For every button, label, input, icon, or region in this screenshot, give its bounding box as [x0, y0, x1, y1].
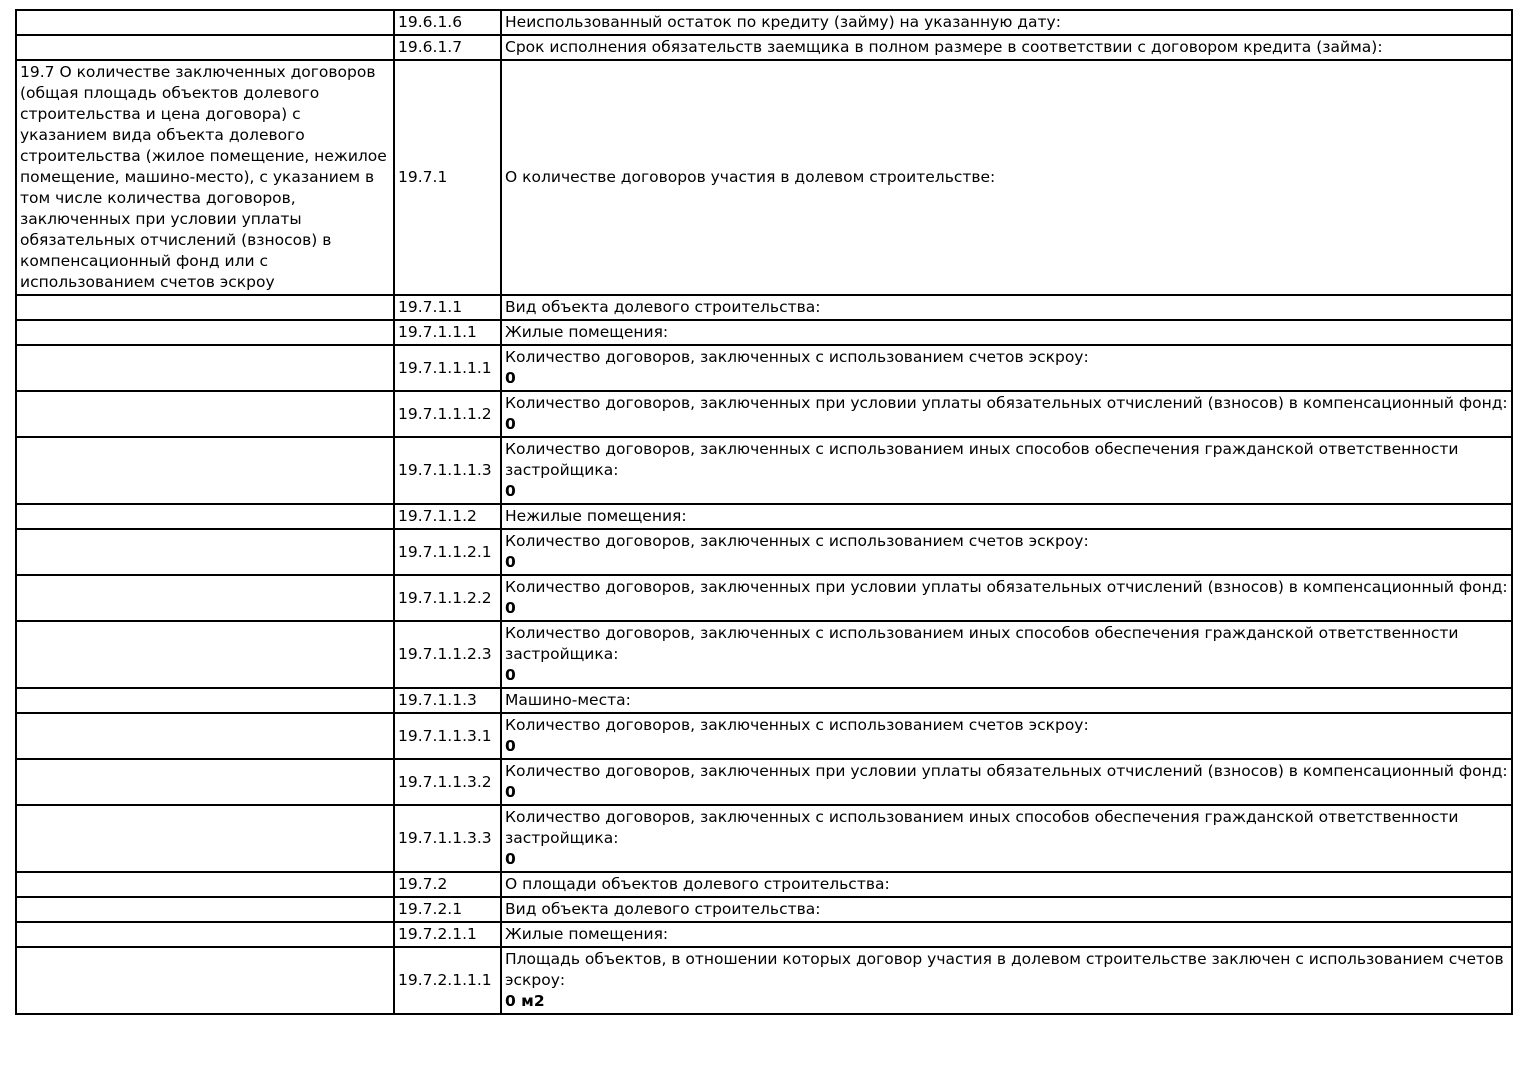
declaration-table	[15, 9, 1513, 1015]
item-number-cell	[394, 621, 501, 688]
item-content-cell	[501, 529, 1512, 575]
item-label: Вид объекта долевого строительства:	[505, 298, 821, 316]
item-number-cell	[394, 805, 501, 872]
item-label: Жилые помещения:	[505, 323, 669, 341]
item-value: 0	[505, 783, 516, 801]
table-row	[16, 897, 1512, 922]
item-label: Срок исполнения обязательств заемщика в полном размере в соответствии с договором кредита (займа):	[505, 38, 1383, 56]
item-label: Количество договоров, заключенных с использованием счетов эскроу:	[505, 716, 1089, 734]
table-row	[16, 295, 1512, 320]
section-description-cell	[16, 872, 394, 897]
item-number-cell	[394, 60, 501, 295]
item-number-cell	[394, 10, 501, 35]
item-number: 19.7.2.1.1	[398, 925, 477, 943]
item-number: 19.7.1.1.1	[398, 323, 477, 341]
item-value: 0	[505, 666, 516, 684]
item-number: 19.7.2.1.1.1	[398, 971, 492, 989]
item-value: 0	[505, 553, 516, 571]
item-value: 0	[505, 850, 516, 868]
table-row	[16, 922, 1512, 947]
item-content-cell	[501, 575, 1512, 621]
item-number: 19.7.1.1.3.2	[398, 772, 492, 791]
section-description-cell	[16, 688, 394, 713]
item-label: Количество договоров, заключенных с использованием иных способов обеспечения гражданской ответственности застройщика:	[505, 624, 1459, 663]
section-description-cell	[16, 320, 394, 345]
item-number: 19.7.1.1.3.1	[398, 726, 492, 745]
item-number-cell	[394, 575, 501, 621]
item-number-cell	[394, 345, 501, 391]
item-content-cell	[501, 295, 1512, 320]
item-content-cell	[501, 947, 1512, 1014]
item-label: О количестве договоров участия в долевом строительстве:	[505, 168, 996, 186]
item-number-cell	[394, 897, 501, 922]
section-description-cell	[16, 897, 394, 922]
section-description-cell	[16, 621, 394, 688]
item-content-cell	[501, 805, 1512, 872]
table-row	[16, 805, 1512, 872]
item-number: 19.7.2.1	[398, 900, 463, 918]
item-number: 19.7.1.1.1.2	[398, 404, 492, 423]
item-number-cell	[394, 437, 501, 504]
item-number: 19.6.1.6	[398, 13, 463, 31]
item-number-cell	[394, 391, 501, 437]
item-number-cell	[394, 295, 501, 320]
item-value: 0	[505, 482, 516, 500]
table-row	[16, 437, 1512, 504]
item-number: 19.7.1.1.2.3	[398, 645, 492, 663]
item-number-cell	[394, 35, 501, 60]
declaration-table-body	[16, 10, 1512, 1014]
section-description-cell	[16, 391, 394, 437]
item-content-cell	[501, 759, 1512, 805]
table-row	[16, 35, 1512, 60]
table-row	[16, 575, 1512, 621]
item-content-cell	[501, 688, 1512, 713]
section-description-cell	[16, 713, 394, 759]
table-row	[16, 320, 1512, 345]
item-content-cell	[501, 320, 1512, 345]
table-row	[16, 947, 1512, 1014]
item-label: Нежилые помещения:	[505, 507, 687, 525]
section-description-cell	[16, 10, 394, 35]
item-value: 0	[505, 599, 516, 617]
item-content-cell	[501, 345, 1512, 391]
item-value: 0	[505, 369, 516, 387]
item-label: Вид объекта долевого строительства:	[505, 900, 821, 918]
item-number: 19.7.1.1.2.1	[398, 542, 492, 561]
item-content-cell	[501, 713, 1512, 759]
item-number: 19.7.1.1.3.3	[398, 829, 492, 847]
item-label: О площади объектов долевого строительства:	[505, 875, 890, 893]
table-row	[16, 759, 1512, 805]
item-label: Количество договоров, заключенных с использованием счетов эскроу:	[505, 532, 1089, 550]
item-number-cell	[394, 713, 501, 759]
section-description-cell	[16, 295, 394, 320]
section-description-cell	[16, 60, 394, 295]
item-label: Количество договоров, заключенных с использованием иных способов обеспечения гражданской ответственности застройщика:	[505, 808, 1459, 847]
item-number: 19.7.2	[398, 875, 448, 893]
section-description-cell	[16, 759, 394, 805]
item-label: Количество договоров, заключенных с использованием счетов эскроу:	[505, 348, 1089, 366]
table-row	[16, 621, 1512, 688]
item-label: Количество договоров, заключенных при условии уплаты обязательных отчислений (взносов) в компенсационный фонд:	[505, 578, 1508, 596]
item-value: 0	[505, 737, 516, 755]
section-description-cell	[16, 504, 394, 529]
section-description-cell	[16, 575, 394, 621]
item-label: Неиспользованный остаток по кредиту (займу) на указанную дату:	[505, 13, 1061, 31]
section-description-cell	[16, 529, 394, 575]
item-number-cell	[394, 872, 501, 897]
item-content-cell	[501, 437, 1512, 504]
table-row	[16, 60, 1512, 295]
section-description-cell	[16, 947, 394, 1014]
section-description-text: 19.7 О количестве заключенных договоров (общая площадь объектов долевого строительства и цена договора) с указанием вида объекта долевого строительства (жилое помещение, нежилое помещение, машино-место), с указанием в том числе количества договоров, заключенных при условии уплаты обязательных отчислений (взносов) в компенсационный фонд или с использованием счетов эскроу	[20, 63, 387, 291]
item-number: 19.7.1.1.1.3	[398, 461, 492, 479]
item-content-cell	[501, 897, 1512, 922]
item-label: Машино-места:	[505, 691, 631, 709]
item-label: Количество договоров, заключенных с использованием иных способов обеспечения гражданской ответственности застройщика:	[505, 440, 1459, 479]
item-number-cell	[394, 320, 501, 345]
section-description-cell	[16, 437, 394, 504]
item-label: Площадь объектов, в отношении которых договор участия в долевом строительстве заключен с использованием счетов эскроу:	[505, 950, 1504, 989]
item-number: 19.7.1.1.2.2	[398, 588, 492, 607]
item-content-cell	[501, 60, 1512, 295]
item-content-cell	[501, 922, 1512, 947]
item-number: 19.7.1.1.2	[398, 507, 477, 525]
item-content-cell	[501, 872, 1512, 897]
item-content-cell	[501, 621, 1512, 688]
section-description-cell	[16, 922, 394, 947]
table-row	[16, 688, 1512, 713]
item-content-cell	[501, 504, 1512, 529]
table-row	[16, 713, 1512, 759]
item-content-cell	[501, 35, 1512, 60]
item-value: 0 м2	[505, 992, 545, 1010]
item-number-cell	[394, 688, 501, 713]
section-description-cell	[16, 35, 394, 60]
item-number-cell	[394, 759, 501, 805]
table-row	[16, 391, 1512, 437]
item-number: 19.7.1.1.1.1	[398, 358, 492, 377]
item-number-cell	[394, 947, 501, 1014]
section-description-cell	[16, 345, 394, 391]
item-label: Жилые помещения:	[505, 925, 669, 943]
item-number: 19.7.1	[398, 168, 448, 186]
item-number: 19.7.1.1	[398, 298, 463, 316]
item-label: Количество договоров, заключенных при условии уплаты обязательных отчислений (взносов) в компенсационный фонд:	[505, 394, 1508, 412]
table-row	[16, 872, 1512, 897]
table-row	[16, 504, 1512, 529]
item-label: Количество договоров, заключенных при условии уплаты обязательных отчислений (взносов) в компенсационный фонд:	[505, 762, 1508, 780]
item-number-cell	[394, 529, 501, 575]
item-content-cell	[501, 10, 1512, 35]
table-row	[16, 10, 1512, 35]
item-number: 19.7.1.1.3	[398, 691, 477, 709]
item-content-cell	[501, 391, 1512, 437]
item-value: 0	[505, 415, 516, 433]
item-number: 19.6.1.7	[398, 38, 463, 56]
table-row	[16, 529, 1512, 575]
item-number-cell	[394, 922, 501, 947]
section-description-cell	[16, 805, 394, 872]
table-row	[16, 345, 1512, 391]
item-number-cell	[394, 504, 501, 529]
